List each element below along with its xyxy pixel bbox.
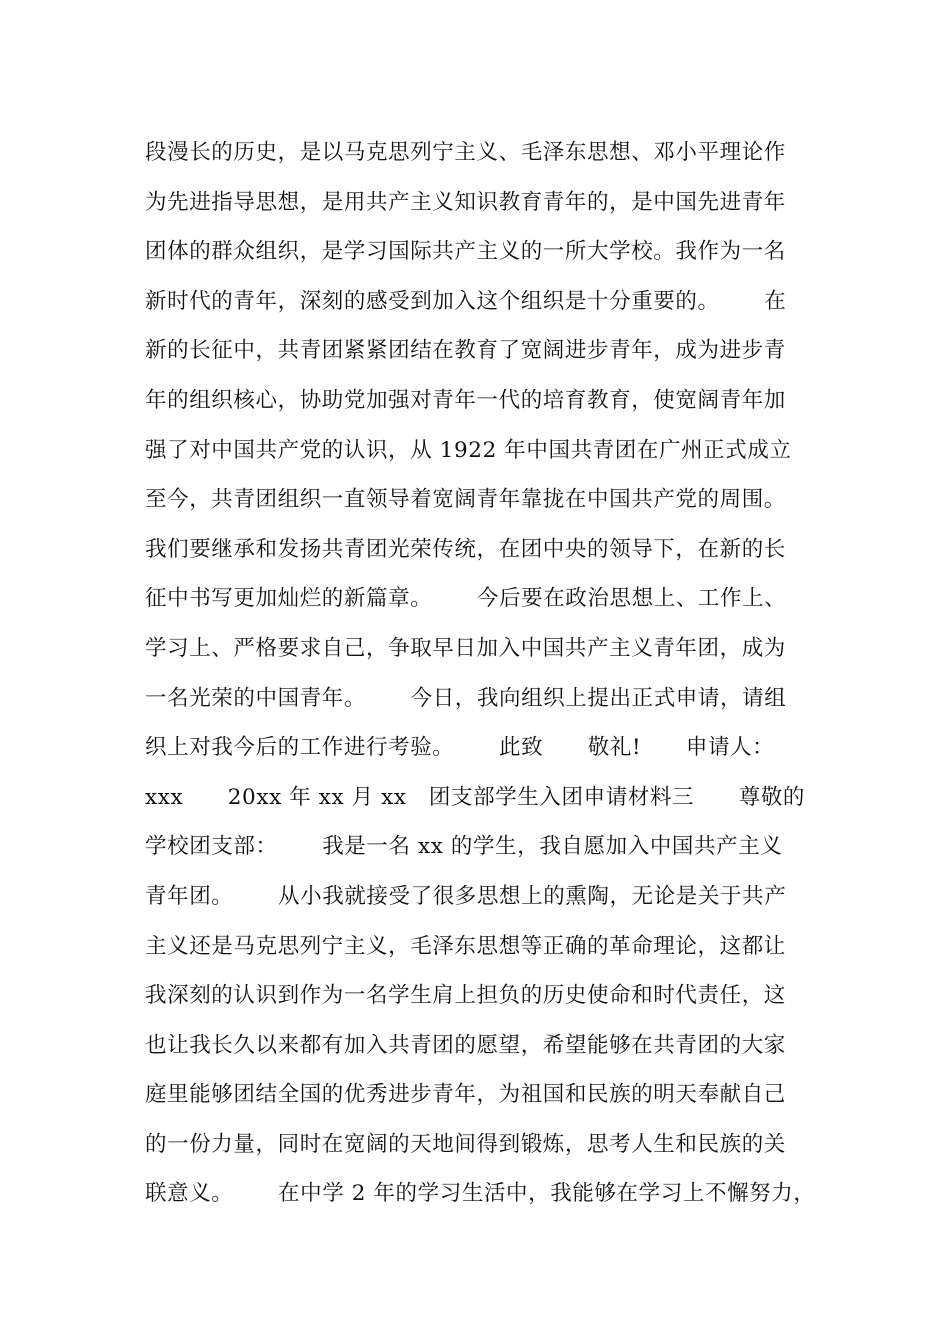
text-line: 我深刻的认识到作为一名学生肩上担负的历史使命和时代责任，这 xyxy=(145,983,786,1009)
text-line: 征中书写更加灿烂的新篇章。 今后要在政治思想上、工作上、 xyxy=(145,586,787,612)
text-line: 团体的群众组织，是学习国际共产主义的一所大学校。我作为一名 xyxy=(145,239,786,265)
text-line: 新的长征中，共青团紧紧团结在教育了宽阔进步青年，成为进步青 xyxy=(145,338,786,364)
text-line: 学习上、严格要求自己，争取早日加入中国共产主义青年团，成为 xyxy=(145,635,786,661)
text-line: 一名光荣的中国青年。 今日，我向组织上提出正式申请，请组 xyxy=(145,685,787,711)
text-line: 庭里能够团结全国的优秀进步青年，为祖国和民族的明天奉献自己 xyxy=(145,1082,786,1108)
text-line: 主义还是马克思列宁主义，毛泽东思想等正确的革命理论，这都让 xyxy=(145,933,786,959)
text-line: 织上对我今后的工作进行考验。 此致 敬礼! 申请人： xyxy=(145,735,775,761)
text-line: 年的组织核心，协助党加强对青年一代的培育教育，使宽阔青年加 xyxy=(145,387,786,413)
text-line: 强了对中国共产党的认识，从 1922 年中国共青团在广州正式成立 xyxy=(145,437,792,463)
text-line: 也让我长久以来都有加入共青团的愿望，希望能够在共青团的大家 xyxy=(145,1032,786,1058)
text-line: 我们要继承和发扬共青团光荣传统，在团中央的领导下，在新的长 xyxy=(145,536,786,562)
text-line: 的一份力量，同时在宽阔的天地间得到锻炼，思考人生和民族的关 xyxy=(145,1131,786,1157)
text-line: 青年团。 从小我就接受了很多思想上的熏陶，无论是关于共产 xyxy=(145,883,787,909)
text-line: xxx 20xx 年 xx 月 xx 团支部学生入团申请材料三 尊敬的 xyxy=(145,784,806,810)
text-line: 新时代的青年，深刻的感受到加入这个组织是十分重要的。 在 xyxy=(145,288,787,314)
text-line: 学校团支部： 我是一名 xx 的学生，我自愿加入中国共产主义 xyxy=(145,834,783,860)
text-line: 联意义。 在中学 2 年的学习生活中，我能够在学习上不懈努力， xyxy=(145,1181,816,1207)
text-line: 段漫长的历史，是以马克思列宁主义、毛泽东思想、邓小平理论作 xyxy=(145,140,786,165)
body-text xyxy=(145,133,825,1224)
text-line: 至今，共青团组织一直领导着宽阔青年靠拢在中国共产党的周围。 xyxy=(145,487,786,513)
text-line: 为先进指导思想，是用共产主义知识教育青年的，是中国先进青年 xyxy=(145,189,786,215)
